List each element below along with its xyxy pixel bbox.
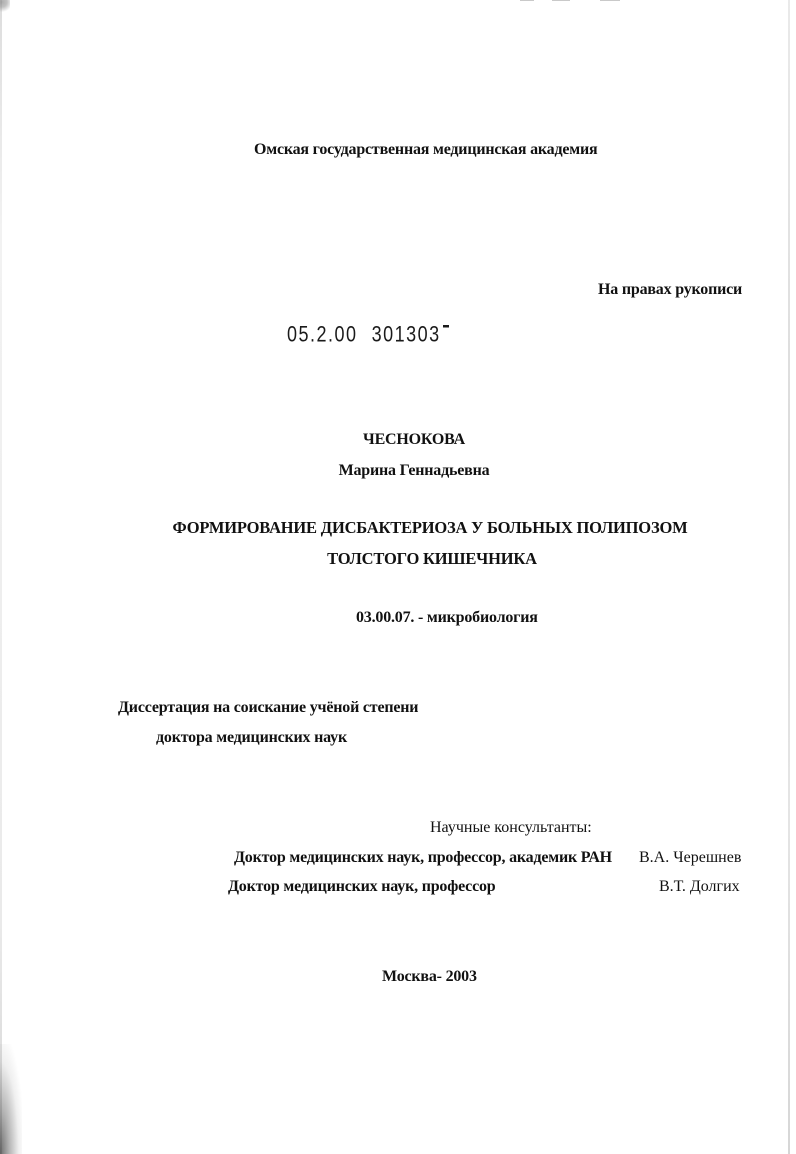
dissertation-title-line1: ФОРМИРОВАНИЕ ДИСБАКТЕРИОЗА У БОЛЬНЫХ ПОЛИПОЗОМ xyxy=(172,518,688,537)
registry-stamp xyxy=(287,320,449,348)
consultant-position: Доктор медицинских наук, профессор, академик РАН xyxy=(234,849,612,866)
scan-left-edge xyxy=(0,0,2,1154)
author-given-names: Марина Геннадьевна xyxy=(338,462,490,479)
scan-corner-mark xyxy=(0,0,10,14)
scan-right-edge xyxy=(788,0,790,1154)
author-surname: ЧЕСНОКОВА xyxy=(363,431,465,448)
registry-stamp-part2: 301303 xyxy=(371,321,441,347)
consultant-name: В.Т. Долгих xyxy=(659,878,740,895)
registry-stamp-part1: 05.2.00 xyxy=(287,321,358,347)
consultant-name: В.А. Черешнев xyxy=(639,849,742,866)
scan-dash xyxy=(600,0,620,1)
stamp-tick xyxy=(443,325,449,328)
place-year: Москва- 2003 xyxy=(382,968,477,985)
scan-dash xyxy=(552,0,570,1)
degree-line1: Диссертация на соискание учёной степени xyxy=(118,699,419,716)
manuscript-rights: На правах рукописи xyxy=(598,281,743,298)
consultant-position: Доктор медицинских наук, профессор xyxy=(228,878,496,895)
scan-dash xyxy=(520,0,534,1)
institution-name: Омская государственная медицинская академия xyxy=(254,141,598,158)
consultants-heading: Научные консультанты: xyxy=(430,819,592,836)
specialty-code: 03.00.07. - микробиология xyxy=(356,609,538,626)
dissertation-title-line2: ТОЛСТОГО КИШЕЧНИКА xyxy=(327,549,537,568)
scan-corner-shadow xyxy=(0,1044,22,1154)
degree-line2: доктора медицинских наук xyxy=(156,729,347,746)
